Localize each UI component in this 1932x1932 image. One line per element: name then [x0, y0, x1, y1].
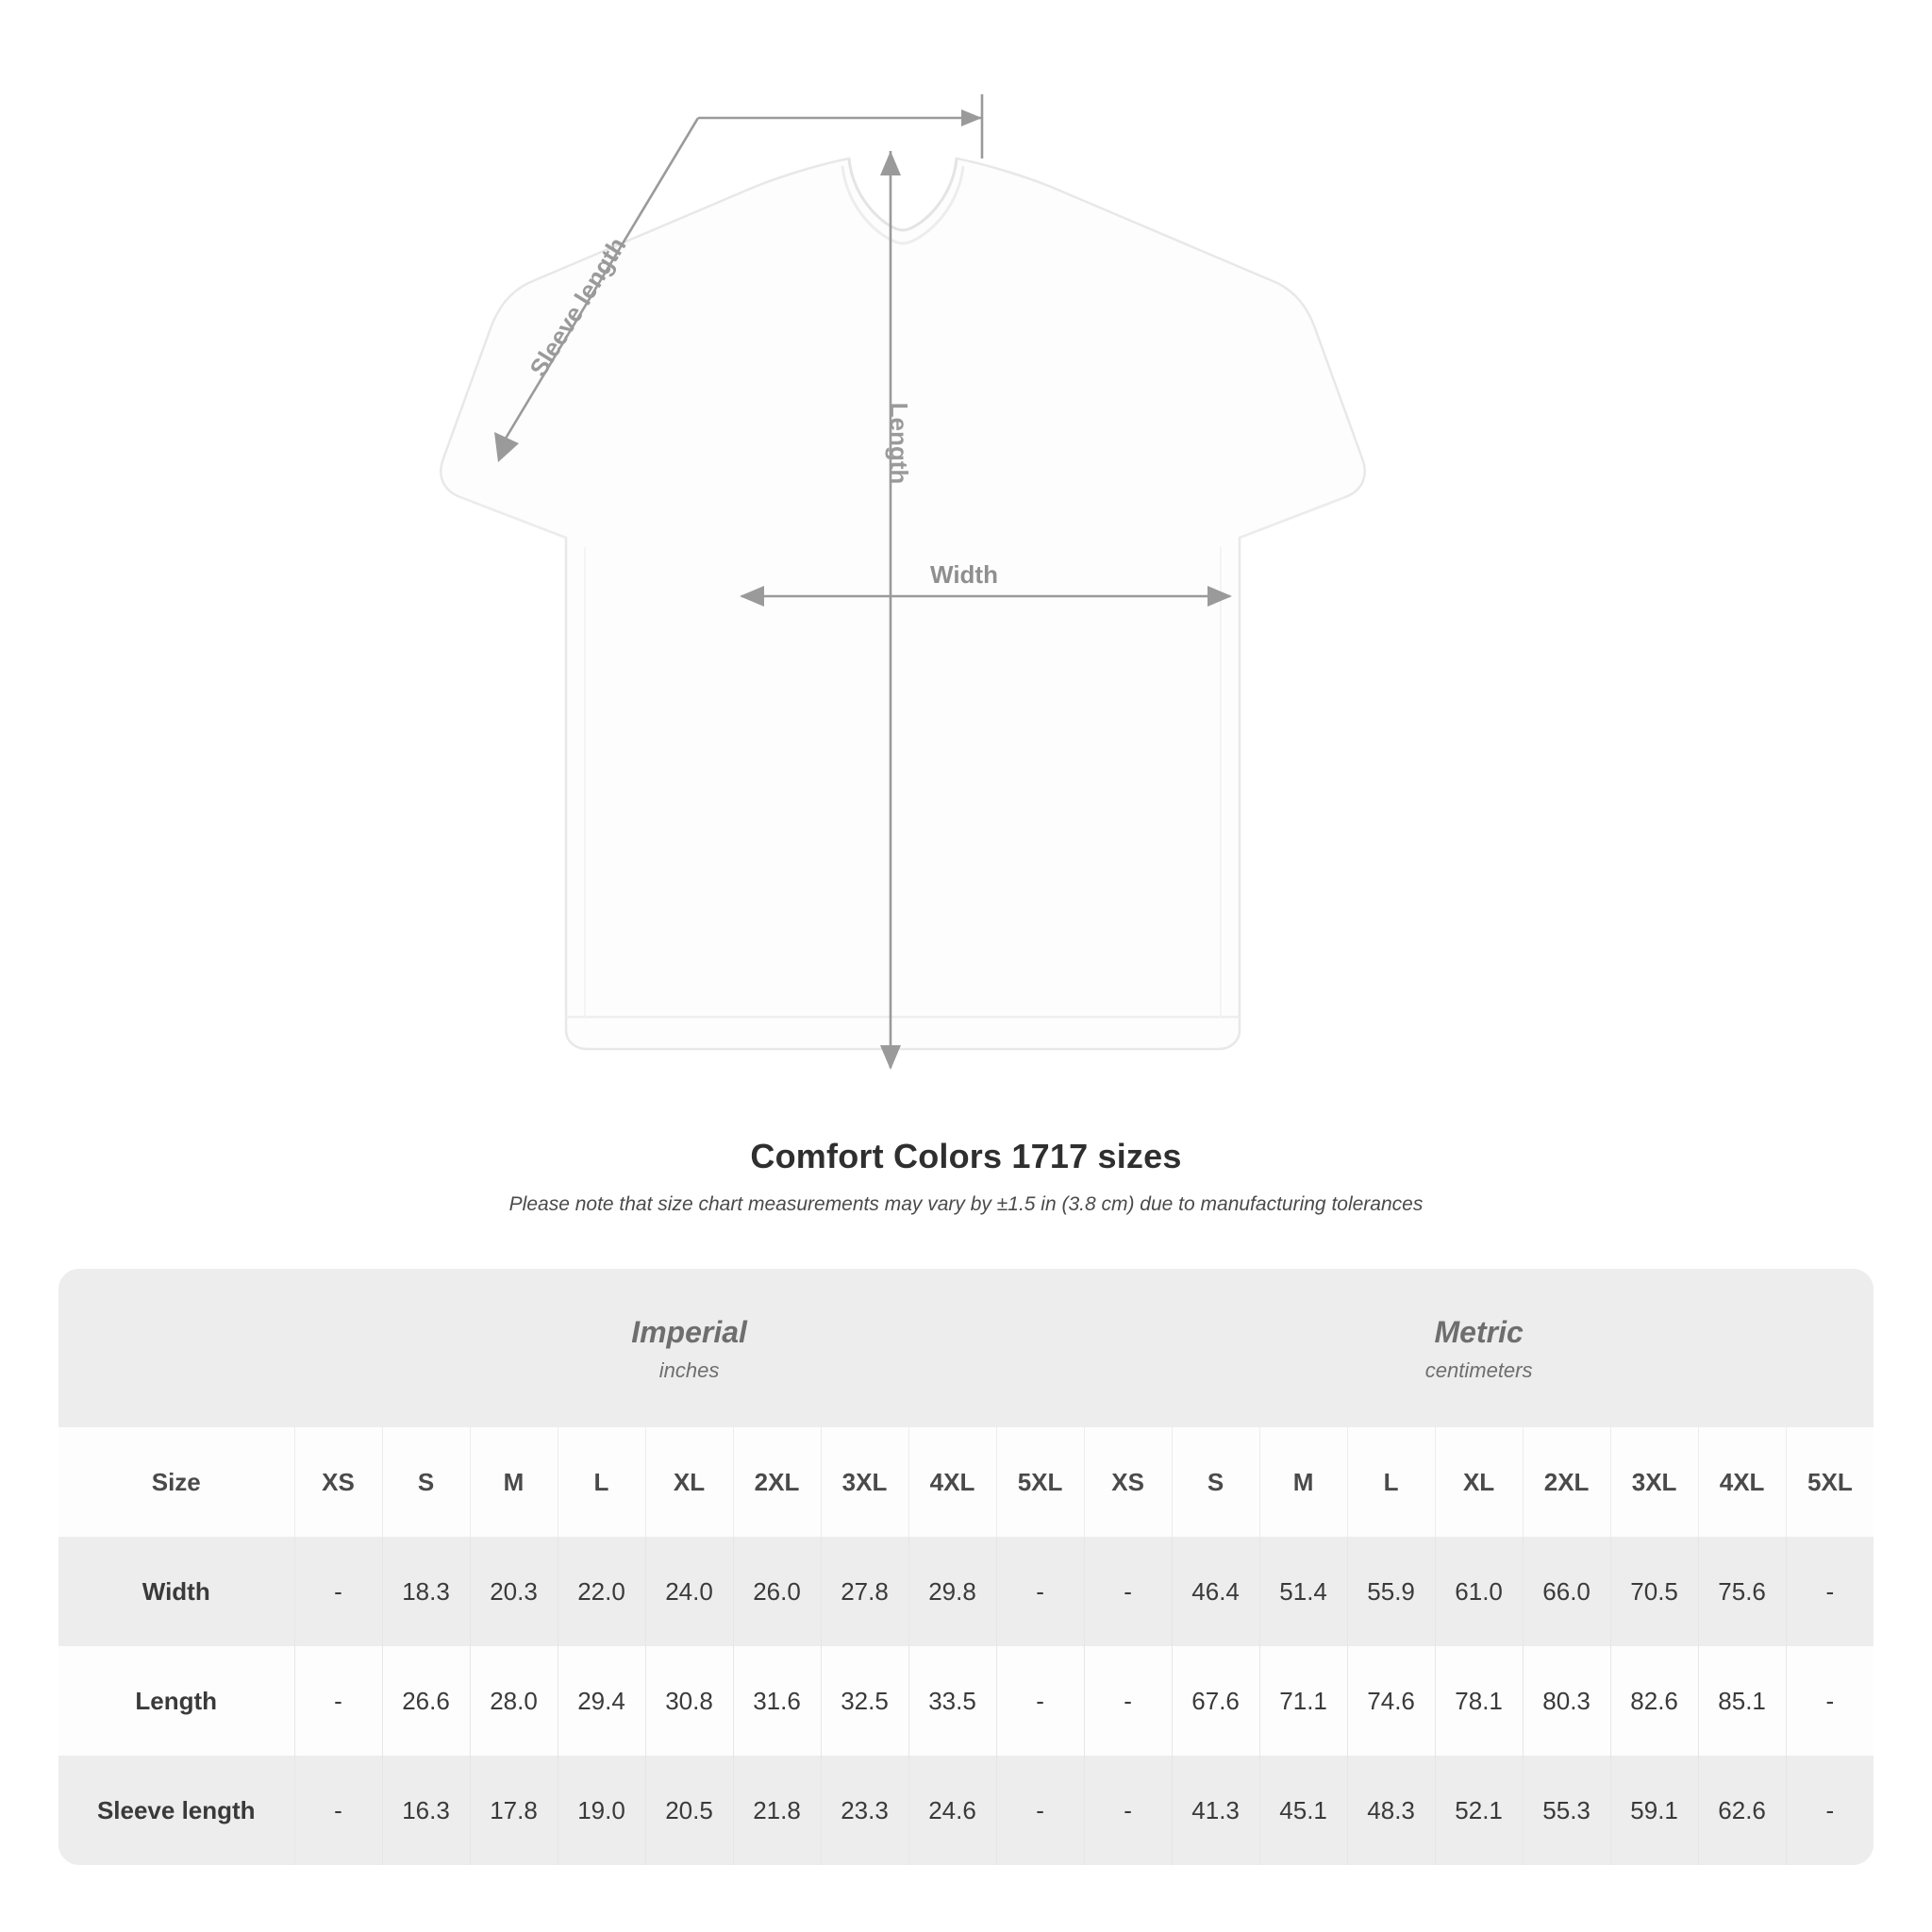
cell-length-metric-m: 71.1 — [1259, 1646, 1347, 1756]
cell-width-imperial-xl: 24.0 — [645, 1537, 733, 1646]
cell-width-metric-5xl: - — [1786, 1537, 1874, 1646]
cell-width-imperial-m: 20.3 — [470, 1537, 558, 1646]
cell-sleeve-metric-s: 41.3 — [1172, 1756, 1259, 1865]
cell-width-metric-m: 51.4 — [1259, 1537, 1347, 1646]
header-imperial-3xl: 3XL — [821, 1427, 908, 1537]
table-header-row — [58, 1427, 1874, 1537]
cell-width-metric-xl: 61.0 — [1435, 1537, 1523, 1646]
header-imperial-m: M — [470, 1427, 558, 1537]
cell-sleeve-metric-4xl: 62.6 — [1698, 1756, 1786, 1865]
cell-length-imperial-m: 28.0 — [470, 1646, 558, 1756]
page-title: Comfort Colors 1717 sizes — [750, 1137, 1182, 1175]
cell-sleeve-metric-xs: - — [1084, 1756, 1172, 1865]
unit-spacer — [58, 1269, 294, 1427]
header-imperial-xs: XS — [294, 1427, 382, 1537]
header-metric-4xl: 4XL — [1698, 1427, 1786, 1537]
header-metric-m: M — [1259, 1427, 1347, 1537]
cell-length-imperial-l: 29.4 — [558, 1646, 645, 1756]
cell-length-metric-l: 74.6 — [1347, 1646, 1435, 1756]
size-table — [58, 1269, 1874, 1865]
cell-length-imperial-s: 26.6 — [382, 1646, 470, 1756]
width-label: Width — [930, 560, 998, 589]
tolerance-note: Please note that size chart measurements may vary by ±1.5 in (3.8 cm) due to manufacturing tolerances — [508, 1193, 1424, 1215]
cell-width-imperial-3xl: 27.8 — [821, 1537, 908, 1646]
cell-sleeve-metric-l: 48.3 — [1347, 1756, 1435, 1865]
cell-width-metric-2xl: 66.0 — [1523, 1537, 1610, 1646]
cell-width-metric-3xl: 70.5 — [1610, 1537, 1698, 1646]
table-row — [58, 1646, 1874, 1756]
header-metric-3xl: 3XL — [1610, 1427, 1698, 1537]
cell-length-metric-2xl: 80.3 — [1523, 1646, 1610, 1756]
cell-sleeve-imperial-3xl: 23.3 — [821, 1756, 908, 1865]
cell-width-imperial-xs: - — [294, 1537, 382, 1646]
header-imperial-4xl: 4XL — [908, 1427, 996, 1537]
cell-sleeve-imperial-l: 19.0 — [558, 1756, 645, 1865]
unit-group-imperial — [294, 1269, 1084, 1427]
cell-sleeve-metric-5xl: - — [1786, 1756, 1874, 1865]
header-metric-2xl: 2XL — [1523, 1427, 1610, 1537]
unit-group-imperial-sub: inches — [658, 1358, 720, 1382]
unit-group-metric-name: Metric — [1434, 1315, 1524, 1349]
cell-length-imperial-4xl: 33.5 — [908, 1646, 996, 1756]
cell-length-metric-3xl: 82.6 — [1610, 1646, 1698, 1756]
table-row — [58, 1537, 1874, 1646]
cell-length-metric-5xl: - — [1786, 1646, 1874, 1756]
header-imperial-l: L — [558, 1427, 645, 1537]
unit-group-row — [58, 1269, 1874, 1427]
unit-group-imperial-name: Imperial — [631, 1315, 747, 1349]
cell-width-metric-4xl: 75.6 — [1698, 1537, 1786, 1646]
header-metric-5xl: 5XL — [1786, 1427, 1874, 1537]
header-metric-s: S — [1172, 1427, 1259, 1537]
header-metric-l: L — [1347, 1427, 1435, 1537]
cell-length-metric-4xl: 85.1 — [1698, 1646, 1786, 1756]
cell-sleeve-imperial-xl: 20.5 — [645, 1756, 733, 1865]
cell-sleeve-imperial-4xl: 24.6 — [908, 1756, 996, 1865]
cell-sleeve-imperial-2xl: 21.8 — [733, 1756, 821, 1865]
cell-length-imperial-5xl: - — [996, 1646, 1084, 1756]
cell-width-metric-l: 55.9 — [1347, 1537, 1435, 1646]
row-label-sleeve-length: Sleeve length — [58, 1756, 294, 1865]
unit-group-metric — [1084, 1269, 1874, 1427]
cell-sleeve-metric-3xl: 59.1 — [1610, 1756, 1698, 1865]
cell-width-imperial-l: 22.0 — [558, 1537, 645, 1646]
cell-width-metric-xs: - — [1084, 1537, 1172, 1646]
header-size: Size — [58, 1427, 294, 1537]
cell-length-metric-s: 67.6 — [1172, 1646, 1259, 1756]
cell-length-imperial-xl: 30.8 — [645, 1646, 733, 1756]
row-label-length: Length — [58, 1646, 294, 1756]
cell-sleeve-metric-2xl: 55.3 — [1523, 1756, 1610, 1865]
length-label: Length — [885, 402, 913, 485]
size-table-container — [58, 1269, 1874, 1865]
title-block — [0, 1137, 1932, 1216]
header-metric-xl: XL — [1435, 1427, 1523, 1537]
cell-length-metric-xs: - — [1084, 1646, 1172, 1756]
header-imperial-s: S — [382, 1427, 470, 1537]
cell-length-imperial-xs: - — [294, 1646, 382, 1756]
sleeve-length-label: Sleeve length — [524, 232, 632, 382]
cell-sleeve-imperial-xs: - — [294, 1756, 382, 1865]
cell-sleeve-metric-m: 45.1 — [1259, 1756, 1347, 1865]
header-metric-xs: XS — [1084, 1427, 1172, 1537]
cell-sleeve-imperial-s: 16.3 — [382, 1756, 470, 1865]
cell-length-metric-xl: 78.1 — [1435, 1646, 1523, 1756]
cell-width-imperial-5xl: - — [996, 1537, 1084, 1646]
cell-width-metric-s: 46.4 — [1172, 1537, 1259, 1646]
row-label-width: Width — [58, 1537, 294, 1646]
header-imperial-2xl: 2XL — [733, 1427, 821, 1537]
cell-width-imperial-2xl: 26.0 — [733, 1537, 821, 1646]
cell-sleeve-imperial-5xl: - — [996, 1756, 1084, 1865]
header-imperial-5xl: 5XL — [996, 1427, 1084, 1537]
unit-group-metric-sub: centimeters — [1424, 1358, 1533, 1382]
cell-length-imperial-3xl: 32.5 — [821, 1646, 908, 1756]
cell-sleeve-imperial-m: 17.8 — [470, 1756, 558, 1865]
cell-width-imperial-s: 18.3 — [382, 1537, 470, 1646]
cell-length-imperial-2xl: 31.6 — [733, 1646, 821, 1756]
header-imperial-xl: XL — [645, 1427, 733, 1537]
cell-sleeve-metric-xl: 52.1 — [1435, 1756, 1523, 1865]
cell-width-imperial-4xl: 29.8 — [908, 1537, 996, 1646]
table-row — [58, 1756, 1874, 1865]
